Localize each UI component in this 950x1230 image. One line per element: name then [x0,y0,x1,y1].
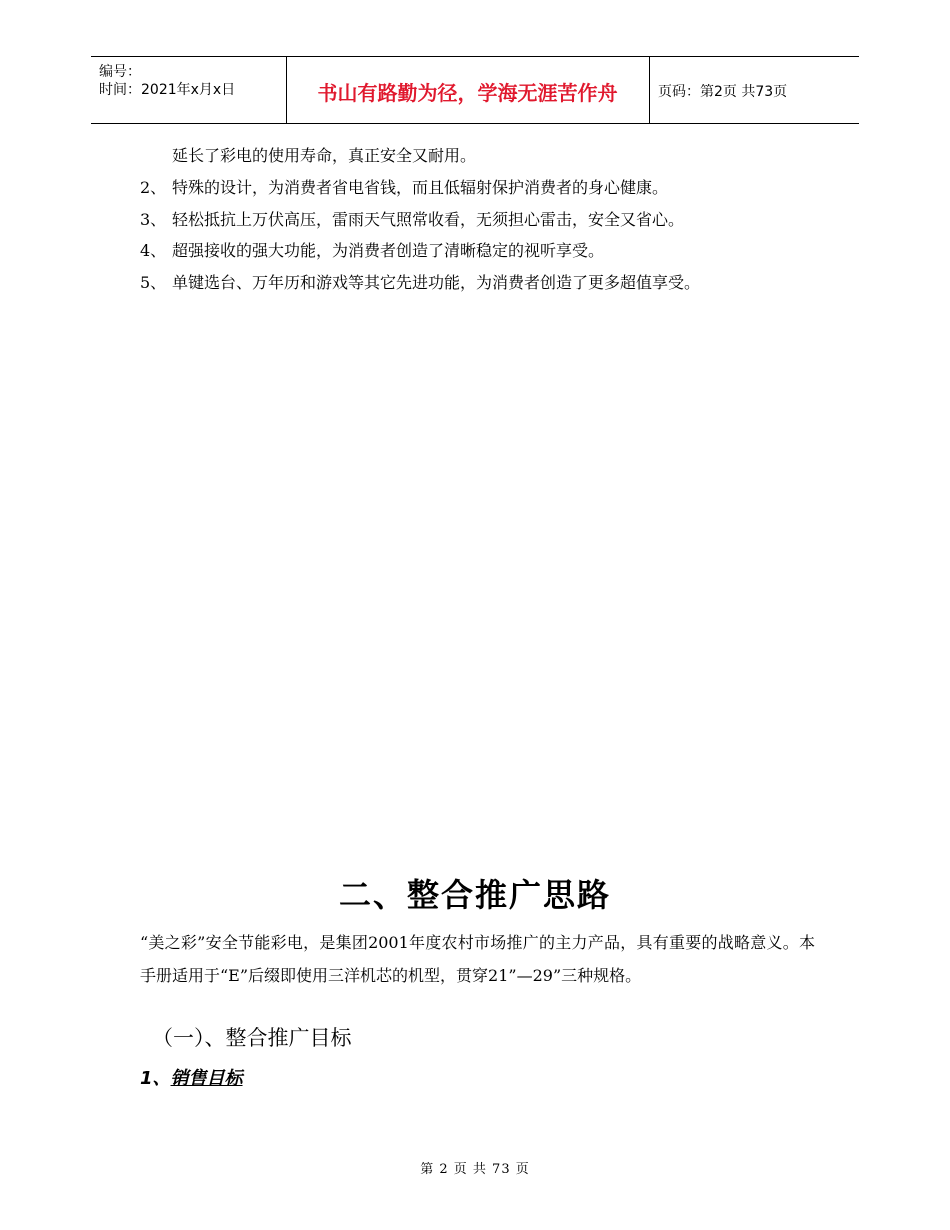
list-item-text: 特殊的设计，为消费者省电省钱，而且低辐射保护消费者的身心健康。 [172,178,669,197]
list-item-number: 5、 [140,273,167,292]
page-header [91,56,859,124]
header-right-cell [650,57,859,123]
list-item-text: 轻松抵抗上万伏高压，雷雨天气照常收看，无须担心雷击，安全又省心。 [172,210,685,229]
list-item-text: 单键选台、万年历和游戏等其它先进功能，为消费者创造了更多超值享受。 [172,273,701,292]
continuation-line: 延长了彩电的使用寿命，真正安全又耐用。 [172,146,477,165]
header-page-info: 页码：第2页 共73页 [658,84,788,100]
subheading-sales-target [140,1064,243,1090]
section-title: 二、整合推广思路 [338,876,611,914]
subheading-text: 销售目标 [170,1068,243,1089]
list-item-text: 超强接收的强大功能，为消费者创造了清晰稳定的视听享受。 [172,241,605,260]
page-footer: 第 2 页 共 73 页 [420,1162,530,1177]
list-item-number: 3、 [140,210,167,229]
document-date-label: 时间：2021年x月x日 [99,82,236,98]
subheading-promotion-goals: （一）、整合推广目标 [152,1026,352,1050]
document-code-label: 编号： [99,64,141,80]
list-item-number: 4、 [140,241,167,260]
header-motto: 书山有路勤为径，学海无涯苦作舟 [317,81,618,105]
subheading-number: 1、 [140,1068,171,1089]
list-item-number: 2、 [140,178,167,197]
intro-paragraph: “美之彩”安全节能彩电，是集团2001年度农村市场推广的主力产品，具有重要的战略意义。本手册适用于“E”后缀即使用三洋机芯的机型，贯穿21”—29”三种规格。 [140,933,815,985]
header-left-cell [91,57,287,123]
header-middle-cell [286,57,650,123]
